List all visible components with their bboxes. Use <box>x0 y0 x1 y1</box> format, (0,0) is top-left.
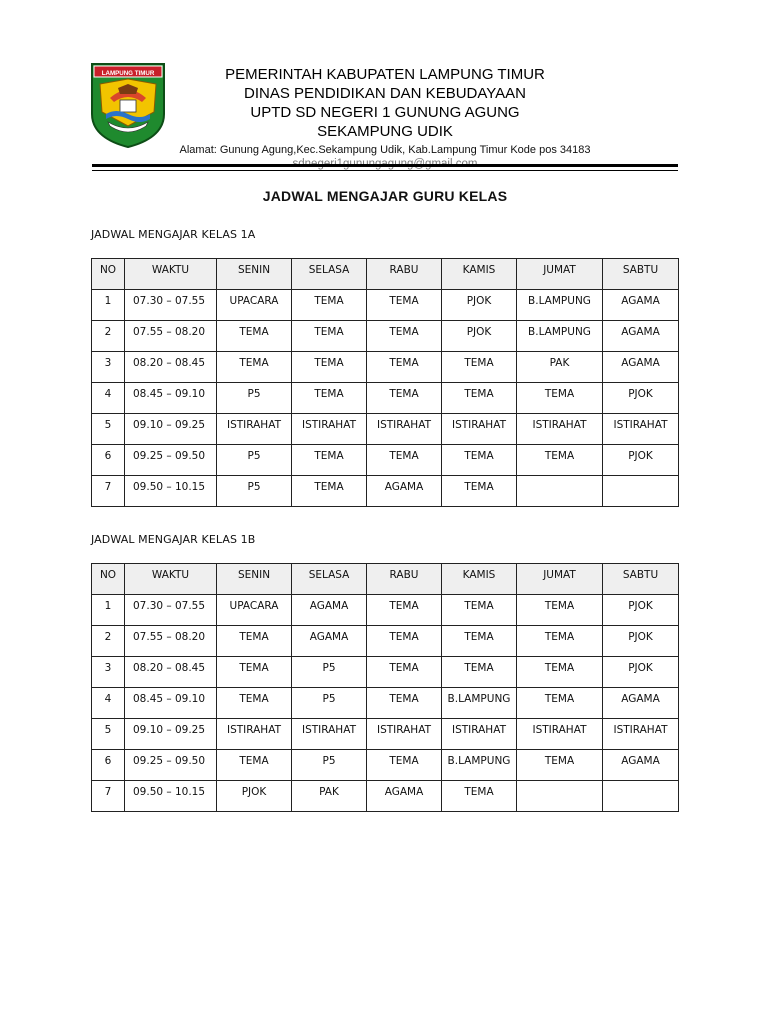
column-header-sabtu: SABTU <box>603 564 679 595</box>
table-row <box>92 626 679 657</box>
cell-selasa: P5 <box>292 688 367 719</box>
column-header-senin: SENIN <box>217 564 292 595</box>
cell-kamis: PJOK <box>442 290 517 321</box>
cell-rabu: TEMA <box>367 321 442 352</box>
cell-waktu: 08.45 – 09.10 <box>125 383 217 414</box>
table-row <box>92 352 679 383</box>
table-row <box>92 595 679 626</box>
cell-sabtu: AGAMA <box>603 688 679 719</box>
column-header-kamis: KAMIS <box>442 564 517 595</box>
letterhead-line-department: DINAS PENDIDIKAN DAN KEBUDAYAAN <box>243 85 526 102</box>
cell-senin: TEMA <box>217 750 292 781</box>
cell-kamis: TEMA <box>442 476 517 507</box>
cell-rabu: AGAMA <box>367 476 442 507</box>
table-row <box>92 414 679 445</box>
schedule-table-kelas-1b <box>91 563 679 812</box>
cell-jumat: TEMA <box>517 383 603 414</box>
cell-senin: ISTIRAHAT <box>217 414 292 445</box>
cell-rabu: ISTIRAHAT <box>367 719 442 750</box>
column-header-selasa: SELASA <box>292 564 367 595</box>
cell-kamis: B.LAMPUNG <box>442 750 517 781</box>
column-header-selasa: SELASA <box>292 259 367 290</box>
cell-kamis: TEMA <box>442 657 517 688</box>
letterhead-line-government: PEMERINTAH KABUPATEN LAMPUNG TIMUR <box>225 66 545 83</box>
cell-jumat: ISTIRAHAT <box>517 414 603 445</box>
cell-rabu: ISTIRAHAT <box>367 414 442 445</box>
column-header-no: NO <box>92 564 125 595</box>
cell-rabu: TEMA <box>367 626 442 657</box>
cell-jumat <box>517 476 603 507</box>
cell-selasa: TEMA <box>292 290 367 321</box>
cell-senin: TEMA <box>217 626 292 657</box>
column-header-kamis: KAMIS <box>442 259 517 290</box>
cell-senin: P5 <box>217 445 292 476</box>
cell-senin: TEMA <box>217 688 292 719</box>
cell-no: 1 <box>92 595 125 626</box>
cell-waktu: 09.50 – 10.15 <box>125 781 217 812</box>
cell-selasa: P5 <box>292 750 367 781</box>
cell-waktu: 07.30 – 07.55 <box>125 595 217 626</box>
cell-rabu: TEMA <box>367 688 442 719</box>
cell-sabtu: ISTIRAHAT <box>603 719 679 750</box>
cell-jumat: B.LAMPUNG <box>517 321 603 352</box>
column-header-sabtu: SABTU <box>603 259 679 290</box>
table-row <box>92 750 679 781</box>
section-title-kelas-1b: JADWAL MENGAJAR KELAS 1B <box>91 533 256 546</box>
cell-jumat: TEMA <box>517 595 603 626</box>
table-row <box>92 657 679 688</box>
cell-kamis: PJOK <box>442 321 517 352</box>
letterhead-line-school: UPTD SD NEGERI 1 GUNUNG AGUNG <box>250 104 520 121</box>
cell-sabtu: AGAMA <box>603 750 679 781</box>
cell-sabtu: PJOK <box>603 383 679 414</box>
cell-selasa: TEMA <box>292 445 367 476</box>
cell-sabtu: AGAMA <box>603 290 679 321</box>
cell-sabtu <box>603 476 679 507</box>
cell-senin: P5 <box>217 476 292 507</box>
cell-jumat: ISTIRAHAT <box>517 719 603 750</box>
table-row <box>92 445 679 476</box>
cell-waktu: 07.55 – 08.20 <box>125 626 217 657</box>
cell-jumat: TEMA <box>517 445 603 476</box>
cell-waktu: 09.50 – 10.15 <box>125 476 217 507</box>
cell-jumat: TEMA <box>517 626 603 657</box>
cell-no: 7 <box>92 781 125 812</box>
cell-no: 2 <box>92 626 125 657</box>
cell-no: 5 <box>92 719 125 750</box>
cell-kamis: TEMA <box>442 445 517 476</box>
cell-waktu: 09.25 – 09.50 <box>125 750 217 781</box>
cell-no: 6 <box>92 750 125 781</box>
cell-rabu: TEMA <box>367 445 442 476</box>
cell-senin: TEMA <box>217 352 292 383</box>
cell-selasa: ISTIRAHAT <box>292 414 367 445</box>
column-header-waktu: WAKTU <box>125 564 217 595</box>
cell-jumat: TEMA <box>517 688 603 719</box>
letterhead-divider-thin <box>92 170 678 171</box>
cell-no: 3 <box>92 657 125 688</box>
cell-selasa: TEMA <box>292 383 367 414</box>
cell-selasa: P5 <box>292 657 367 688</box>
column-header-waktu: WAKTU <box>125 259 217 290</box>
cell-sabtu: ISTIRAHAT <box>603 414 679 445</box>
cell-senin: TEMA <box>217 657 292 688</box>
logo-banner-text: LAMPUNG TIMUR <box>101 70 155 77</box>
cell-selasa: PAK <box>292 781 367 812</box>
schedule-table-kelas-1a <box>91 258 679 507</box>
column-header-rabu: RABU <box>367 564 442 595</box>
cell-jumat: B.LAMPUNG <box>517 290 603 321</box>
cell-selasa: ISTIRAHAT <box>292 719 367 750</box>
cell-senin: P5 <box>217 383 292 414</box>
cell-sabtu: PJOK <box>603 626 679 657</box>
cell-no: 4 <box>92 688 125 719</box>
cell-kamis: TEMA <box>442 781 517 812</box>
cell-kamis: TEMA <box>442 352 517 383</box>
table-row <box>92 476 679 507</box>
cell-rabu: TEMA <box>367 750 442 781</box>
table-header-row <box>92 259 679 290</box>
cell-jumat <box>517 781 603 812</box>
cell-waktu: 08.20 – 08.45 <box>125 657 217 688</box>
cell-kamis: TEMA <box>442 595 517 626</box>
table-row <box>92 781 679 812</box>
cell-kamis: TEMA <box>442 383 517 414</box>
cell-waktu: 07.30 – 07.55 <box>125 290 217 321</box>
table-row <box>92 383 679 414</box>
column-header-jumat: JUMAT <box>517 259 603 290</box>
table-header-row <box>92 564 679 595</box>
letterhead-line-district: SEKAMPUNG UDIK <box>317 123 453 140</box>
cell-no: 7 <box>92 476 125 507</box>
cell-senin: PJOK <box>217 781 292 812</box>
cell-rabu: TEMA <box>367 657 442 688</box>
column-header-rabu: RABU <box>367 259 442 290</box>
column-header-senin: SENIN <box>217 259 292 290</box>
cell-waktu: 07.55 – 08.20 <box>125 321 217 352</box>
table-row <box>92 688 679 719</box>
cell-no: 6 <box>92 445 125 476</box>
cell-kamis: B.LAMPUNG <box>442 688 517 719</box>
cell-no: 3 <box>92 352 125 383</box>
letterhead-address: Alamat: Gunung Agung,Kec.Sekampung Udik, Kab.Lampung Timur Kode pos 34183 <box>179 144 591 156</box>
column-header-jumat: JUMAT <box>517 564 603 595</box>
cell-no: 4 <box>92 383 125 414</box>
letterhead-text <box>170 65 600 171</box>
cell-senin: ISTIRAHAT <box>217 719 292 750</box>
cell-waktu: 09.10 – 09.25 <box>125 719 217 750</box>
cell-senin: UPACARA <box>217 290 292 321</box>
cell-sabtu: AGAMA <box>603 321 679 352</box>
cell-waktu: 08.45 – 09.10 <box>125 688 217 719</box>
letterhead-divider-thick <box>92 164 678 167</box>
cell-rabu: AGAMA <box>367 781 442 812</box>
cell-kamis: ISTIRAHAT <box>442 414 517 445</box>
cell-no: 1 <box>92 290 125 321</box>
cell-senin: UPACARA <box>217 595 292 626</box>
cell-rabu: TEMA <box>367 290 442 321</box>
cell-selasa: TEMA <box>292 476 367 507</box>
table-row <box>92 290 679 321</box>
cell-sabtu: PJOK <box>603 595 679 626</box>
cell-waktu: 09.25 – 09.50 <box>125 445 217 476</box>
cell-no: 5 <box>92 414 125 445</box>
table-row <box>92 321 679 352</box>
cell-selasa: AGAMA <box>292 626 367 657</box>
cell-sabtu: AGAMA <box>603 352 679 383</box>
cell-no: 2 <box>92 321 125 352</box>
cell-jumat: PAK <box>517 352 603 383</box>
cell-rabu: TEMA <box>367 383 442 414</box>
document-title: JADWAL MENGAJAR GURU KELAS <box>262 188 508 204</box>
column-header-no: NO <box>92 259 125 290</box>
cell-senin: TEMA <box>217 321 292 352</box>
cell-sabtu: PJOK <box>603 657 679 688</box>
cell-kamis: ISTIRAHAT <box>442 719 517 750</box>
cell-rabu: TEMA <box>367 595 442 626</box>
table-row <box>92 719 679 750</box>
cell-waktu: 08.20 – 08.45 <box>125 352 217 383</box>
cell-selasa: TEMA <box>292 352 367 383</box>
section-title-kelas-1a: JADWAL MENGAJAR KELAS 1A <box>91 228 256 241</box>
lampung-timur-crest-logo <box>90 62 166 148</box>
cell-jumat: TEMA <box>517 657 603 688</box>
cell-selasa: TEMA <box>292 321 367 352</box>
cell-waktu: 09.10 – 09.25 <box>125 414 217 445</box>
cell-kamis: TEMA <box>442 626 517 657</box>
cell-rabu: TEMA <box>367 352 442 383</box>
cell-sabtu <box>603 781 679 812</box>
cell-sabtu: PJOK <box>603 445 679 476</box>
cell-jumat: TEMA <box>517 750 603 781</box>
cell-selasa: AGAMA <box>292 595 367 626</box>
